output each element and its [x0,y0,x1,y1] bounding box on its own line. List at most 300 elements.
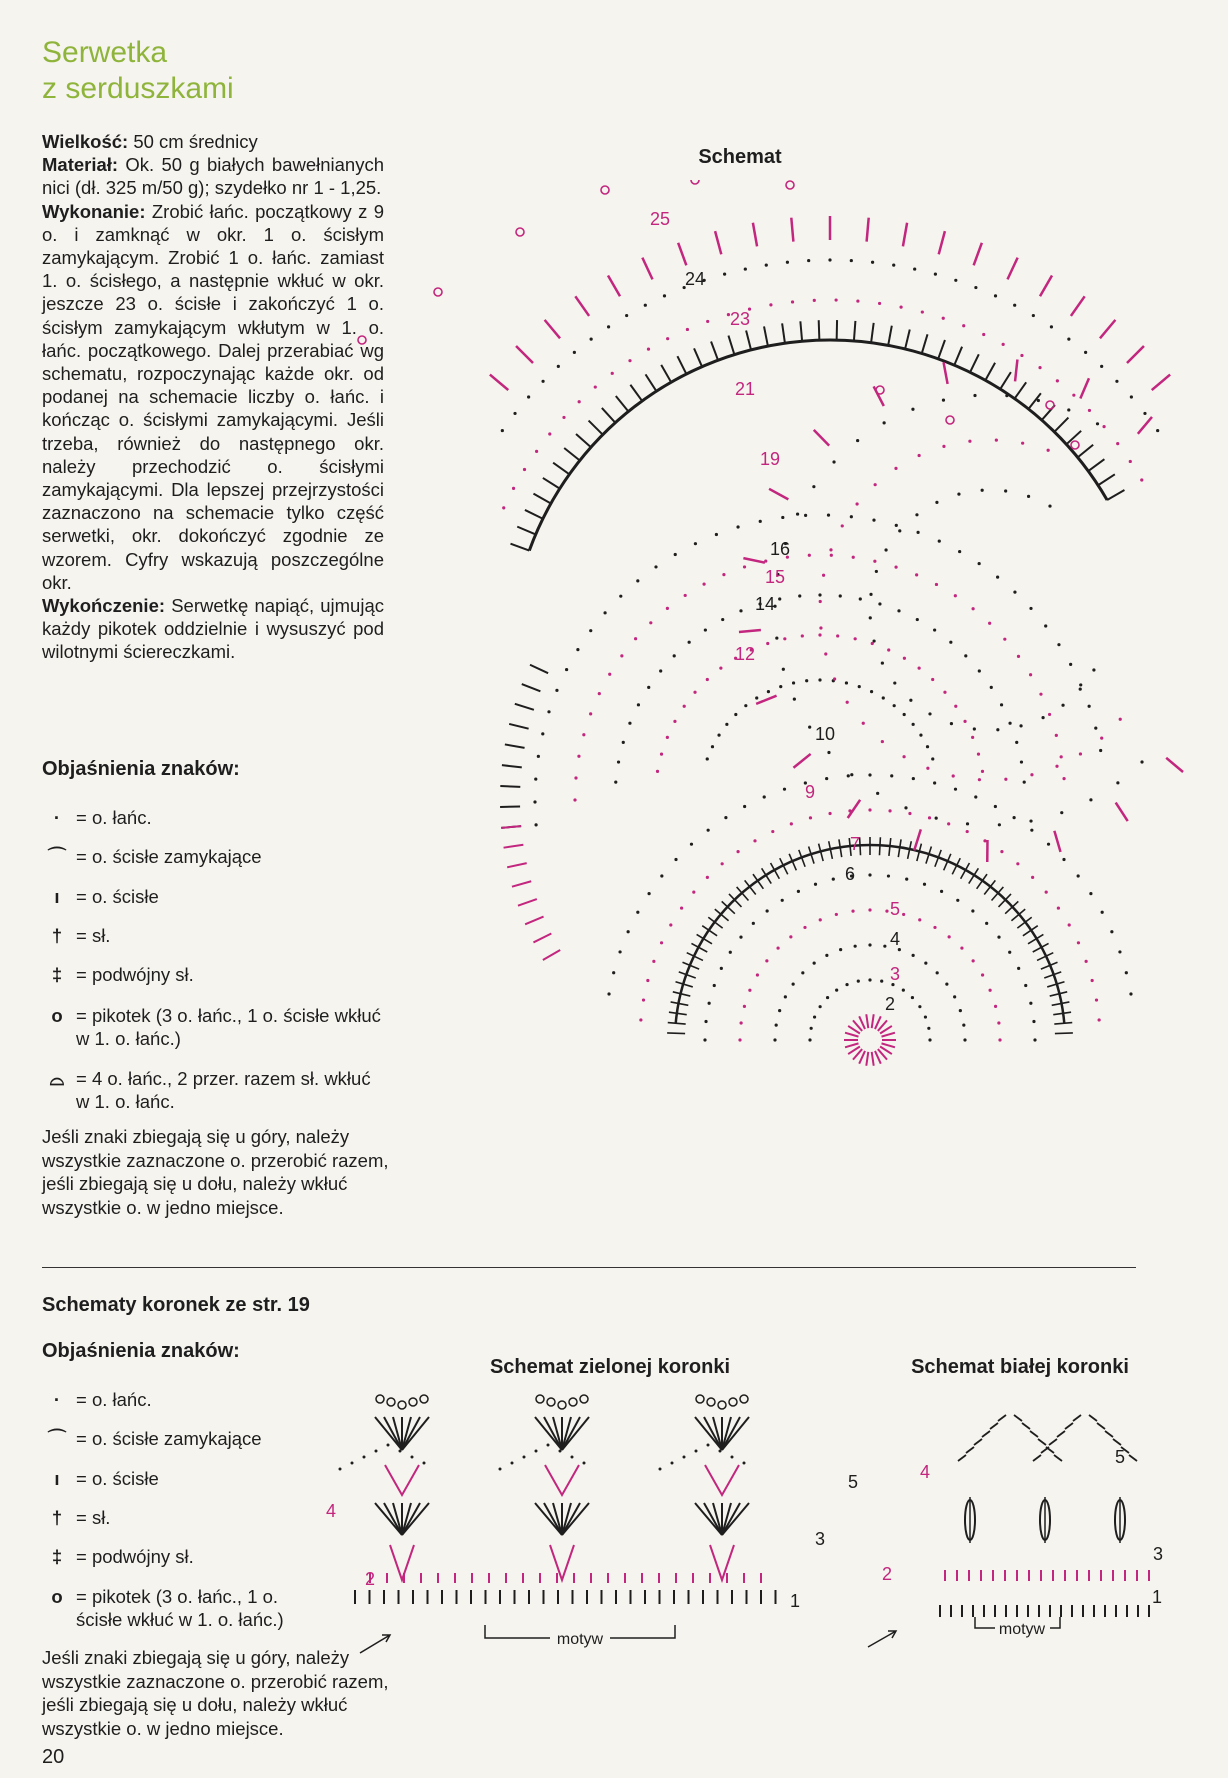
chain-dot [663,294,666,297]
chain-dot [565,668,568,671]
chain-dot [927,1027,930,1030]
stitch-mark [511,544,530,551]
chain-dot [924,1015,927,1018]
round-label: 2 [885,994,896,1014]
chain-dot [686,328,689,331]
chain-dot [527,395,530,398]
chain-dot [548,432,551,435]
chain-dot [666,337,669,340]
stitch-mark [533,494,550,504]
chain-dot [814,883,817,886]
chain-dot [702,583,705,586]
chain-dot [1000,850,1003,853]
chain-dot [765,264,768,267]
legend-heading: Objaśnienia znaków: [42,758,240,780]
stitch-mark [678,243,686,266]
chain-dot [773,1038,776,1041]
execution-text: Zrobić łańc. początkowy z 9 o. i zamknąć w okr. 1 o. ścisłym zamykającym. Zrobić 1 o. łańc. zamiast 1. o. ścisłego, a następnie wkłuć w okr. jeszcze 23 o. ścisłe i zakończyć 1 o. ścisłym zamykającym wkłutym w 1. o. łańc. początkowego. Dalej przerabiać wg schematu, rozpoczynając każde okr. od podanej na schemacie liczby o. łańc. i kończąc o. ścisłymi zamykającymi. Jeśli trzeba, również do następnego okr. należy przechodzić o. ścisłymi zamykającymi. Dla lepszej przejrzystości zaznaczono na schemacie tylko część serwetki, okr. dokończyć zgodnie ze wzorem. Cyfry wskazują poszczególne okr. [42,200,385,593]
round-label: 6 [845,864,856,884]
chain-dot [571,1456,574,1459]
chain-dot [873,560,876,563]
chain-dot [808,725,811,728]
chain-dot [1044,624,1047,627]
legend-item: ı = o. ścisłe [54,886,159,907]
chain-dot [942,398,945,401]
chain-dot [707,1444,710,1447]
chain-dot [724,816,727,819]
chain-dot [1057,906,1060,909]
chain-dot [627,930,630,933]
stitch-mark [602,408,615,423]
picot [729,1398,737,1406]
stitch-mark [1049,1439,1057,1445]
chain-dot [618,950,621,953]
chain-dot [660,874,663,877]
chain-dot [791,300,794,303]
picot [387,1398,395,1406]
chain-dot [826,996,829,999]
chain-dot [721,618,724,621]
motif-label: motyw [998,1621,1046,1638]
chain-dot [918,666,921,669]
chain-dot [859,597,862,600]
chain-dot [387,1444,390,1447]
chain-dot [846,701,849,704]
chain-dot [997,936,1000,939]
chain-dot [1129,460,1132,463]
chain-dot [683,1456,686,1459]
stitch-mark [854,321,855,341]
stitch-mark [872,1014,874,1028]
chain-dot [1020,354,1023,357]
chain-dot [868,808,871,811]
chain-dot [573,351,576,354]
chain-dot [994,1005,997,1008]
row-label: 3 [815,1529,826,1549]
chain-dot [822,574,825,577]
legend-item: · = o. łańc. [53,807,152,828]
stitch-mark [543,478,560,489]
chain-dot [850,259,853,262]
stitch-mark [739,630,761,632]
chain-dot [660,941,663,944]
chain-dot [958,550,961,553]
chain-dot [1032,1020,1035,1023]
chain-dot [1100,365,1103,368]
row-label: 5 [1115,1447,1126,1467]
chain-dot [832,878,835,881]
picot [601,186,609,194]
chain-dot [694,542,697,545]
chain-dot [573,798,576,801]
chain-dot [1069,663,1072,666]
chain-dot [1068,923,1071,926]
stitch-mark [1097,1423,1105,1429]
chain-dot [918,454,921,457]
chain-dot [940,890,943,893]
chain-dot [706,678,709,681]
stitch-mark [562,1503,580,1535]
chain-dot [812,485,815,488]
chain-dot [680,906,683,909]
chain-dot [637,703,640,706]
chain-dot [813,1015,816,1018]
stitch-mark [970,354,979,372]
chain-dot [918,1005,921,1008]
chain-dot [1020,760,1023,763]
stitch-mark [402,1503,420,1535]
chain-dot [779,685,782,688]
stitch-mark [982,1431,990,1437]
chain-dot [928,712,931,715]
chain-dot [872,519,875,522]
chain-dot [962,324,965,327]
stitch-mark [576,434,591,447]
chain-dot [688,641,691,644]
chain-dot [729,951,732,954]
chain-dot [832,460,835,463]
chain-dot [534,823,537,826]
chain-dot [807,259,810,262]
chain-dot [933,926,936,929]
chain-dot [1116,442,1119,445]
chain-dot [502,506,505,509]
chain-dot [935,817,938,820]
chain-dot [881,740,884,743]
chain-dot [793,698,796,701]
chain-dot [870,690,873,693]
chain-dot [674,553,677,556]
chain-dot [562,416,565,419]
chain-dot [666,736,669,739]
chain-dot [715,533,718,536]
chain-dot [753,839,756,842]
chain-dot [893,704,896,707]
chain-dot [634,637,637,640]
chain-dot [825,777,828,780]
chain-dot [614,781,617,784]
chain-dot [868,873,871,876]
chain-dot [829,548,832,551]
chain-dot [1061,704,1064,707]
chain-dot [988,622,991,625]
chain-dot [1101,911,1104,914]
stitch-mark [543,950,560,960]
stitch-mark [642,258,652,280]
chain-dot [1013,304,1016,307]
chain-dot [1033,1038,1036,1041]
chain-dot [743,565,746,568]
stitch-mark [545,1465,579,1495]
chain-dot [796,512,799,515]
chain-dot [1050,325,1053,328]
chain-dot [555,689,558,692]
round-label: 16 [770,539,791,559]
chain-dot [1100,737,1103,740]
round-label: 15 [765,567,786,587]
chain-dot [798,594,801,597]
chain-dot [1140,760,1143,763]
chain-dot [1055,734,1058,737]
chain-dot [850,515,853,518]
chain-dot [926,745,929,748]
stitch-mark [1088,459,1104,471]
chain-dot [608,673,611,676]
chain-dot [797,890,800,893]
chain-dot [931,757,934,760]
chain-dot [1002,343,1005,346]
stitch-mark [1054,831,1060,852]
chain-dot [954,594,957,597]
chain-dot [1067,408,1070,411]
round-label: 9 [805,782,816,802]
chain-dot [1099,749,1102,752]
chain-dot [792,983,795,986]
chain-dot [557,365,560,368]
legend-item: ‡ = podwójny sł. [51,964,194,985]
chain-dot [858,685,861,688]
stitch-mark [1055,1033,1073,1034]
round-label: 10 [815,724,836,744]
stitch-mark [985,363,995,380]
round-label: 12 [735,644,756,664]
chain-dot [594,385,597,388]
chain-dot [748,989,751,992]
chain-dot [916,618,919,621]
stitch-mark [525,917,543,925]
chain-dot [1027,495,1030,498]
stitch-mark [704,1503,722,1535]
chain-dot [869,616,872,619]
chain-dot [856,299,859,302]
chain-dot [1060,811,1063,814]
chain-dot [835,913,838,916]
chain-dot [805,679,808,682]
chain-dot [963,720,966,723]
chain-dot [1125,971,1128,974]
chain-dot [582,733,585,736]
legend-item: ı = o. ścisłe [54,1468,159,1489]
chain-dot [968,440,971,443]
chain-dot [766,909,769,912]
picot [358,336,366,344]
chain-dot [915,513,918,516]
chain-dot [1008,722,1011,725]
stitch-mark [882,1043,895,1047]
chain-dot [1130,395,1133,398]
chain-dot [928,816,931,819]
stitch-mark [575,296,589,316]
stitch-mark [533,934,551,943]
chain-dot [1048,504,1051,507]
chain-dot [883,421,886,424]
picot [434,288,442,296]
material-text: Ok. 50 g białych bawełnianych nici (dł. 325 m/50 g); szydełko nr 1 - 1,25. [42,154,385,199]
chain-dot [912,777,915,780]
round-label: 25 [650,209,671,229]
chain-dot [1031,876,1034,879]
chain-dot [1062,777,1065,780]
chain-dot [854,637,857,640]
chain-dot [783,788,786,791]
legend-item: ⌒ = o. ścisłe zamykające [47,1428,262,1449]
chain-dot [950,722,953,725]
chain-dot [636,911,639,914]
chain-dot [912,954,915,957]
stitch-mark [958,1455,966,1461]
stitch-mark [512,881,531,886]
stitch-mark [1015,382,1027,398]
stitch-mark [564,448,580,460]
chain-dot [855,502,858,505]
stitch-mark [589,421,603,435]
chain-dot [854,945,857,948]
chain-dot [918,918,921,921]
chain-dot [966,830,969,833]
row-label: 2 [365,1569,376,1589]
chain-dot [915,573,918,576]
chain-dot [905,878,908,881]
chain-dot [656,770,659,773]
white-lace-title: Schemat białej koronki [911,1356,1129,1378]
chain-dot [706,876,709,879]
chain-dot [673,720,676,723]
stitch-mark [509,724,528,729]
stitch-mark [1014,1415,1022,1421]
chain-dot [628,722,631,725]
chain-dot [695,1450,698,1453]
chain-dot [541,732,544,735]
stitch-mark [722,1503,740,1535]
chain-dot [954,705,957,708]
page-title-line2: z serduszkami [42,72,234,105]
chain-dot [533,800,536,803]
stitch-mark [1007,258,1017,280]
stitch-mark [1098,474,1115,485]
chain-dot [1156,429,1159,432]
stitch-mark [944,362,948,384]
chain-dot [1096,422,1099,425]
chain-dot [981,973,984,976]
chain-dot [835,989,838,992]
chain-dot [804,514,807,517]
chain-dot [850,773,853,776]
stitch-mark [998,1415,1006,1421]
chain-dot [739,609,742,612]
chain-dot [603,611,606,614]
chain-dot [978,669,981,672]
chain-dot [1016,862,1019,865]
chain-dot [856,439,859,442]
chain-dot [375,1450,378,1453]
chain-dot [720,967,723,970]
chain-dot [998,823,1001,826]
picot [409,1398,417,1406]
stitch-marks [358,180,1183,1066]
chain-dot [876,792,879,795]
stitch-mark [1105,1431,1113,1437]
round-label: 5 [890,899,901,919]
stitch-mark [728,336,734,355]
chain-dot [541,380,544,383]
chain-dot [956,899,959,902]
chain-dot [934,273,937,276]
chain-dot [769,303,772,306]
chain-dot [636,579,639,582]
chain-dot [890,774,893,777]
chain-dot [589,629,592,632]
chain-dot [721,862,724,865]
chain-dot [1032,314,1035,317]
chain-dot [535,1450,538,1453]
chain-dot [996,728,999,731]
stitch-mark [1116,803,1128,821]
chain-dot [1013,816,1016,819]
stitch-mark [845,1033,858,1037]
chain-dot [1091,979,1094,982]
stitch-mark [756,696,776,704]
chain-dot [692,891,695,894]
chain-dot [878,302,881,305]
stitch-mark [990,1423,998,1429]
legend-item: ‡ = podwójny sł. [51,1546,194,1567]
chain-dot [666,607,669,610]
chain-dot [684,594,687,597]
chain-dot [981,770,984,773]
chain-dot [948,935,951,938]
chain-dot [953,995,956,998]
chain-dot [1098,1018,1101,1021]
chain-dot [1088,409,1091,412]
chain-dot [878,602,881,605]
stitch-mark [517,527,535,535]
round-label: 23 [730,309,751,329]
chain-dot [625,314,628,317]
stitch-mark [1138,417,1152,434]
chain-dot [836,634,839,637]
chain-dot [671,1462,674,1465]
chain-dot [523,468,526,471]
chain-dot [706,757,709,760]
chain-dot [895,524,898,527]
chain-dot [885,910,888,913]
chain-dot [790,822,793,825]
stitch-mark [938,340,945,359]
row-label: 5 [848,1472,859,1492]
section-divider [42,1267,1136,1268]
chain-dot [868,908,871,911]
chain-dot [703,1038,706,1041]
chain-dot [534,777,537,780]
chain-dot [899,305,902,308]
chain-dot [690,843,693,846]
chain-dot [598,692,601,695]
chain-dot [674,858,677,861]
chain-dot [839,948,842,951]
chain-dot [499,1468,502,1471]
chain-dot [1062,858,1065,861]
stitch-mark [677,356,686,374]
size-label: Wielkość: [42,131,129,152]
chain-dot [841,524,844,527]
chain-dot [1030,829,1033,832]
chain-dot [744,704,747,707]
chain-dot [857,980,860,983]
chain-dot [1013,591,1016,594]
chain-dot [1017,967,1020,970]
chain-dot [828,812,831,815]
chain-dot [871,261,874,264]
